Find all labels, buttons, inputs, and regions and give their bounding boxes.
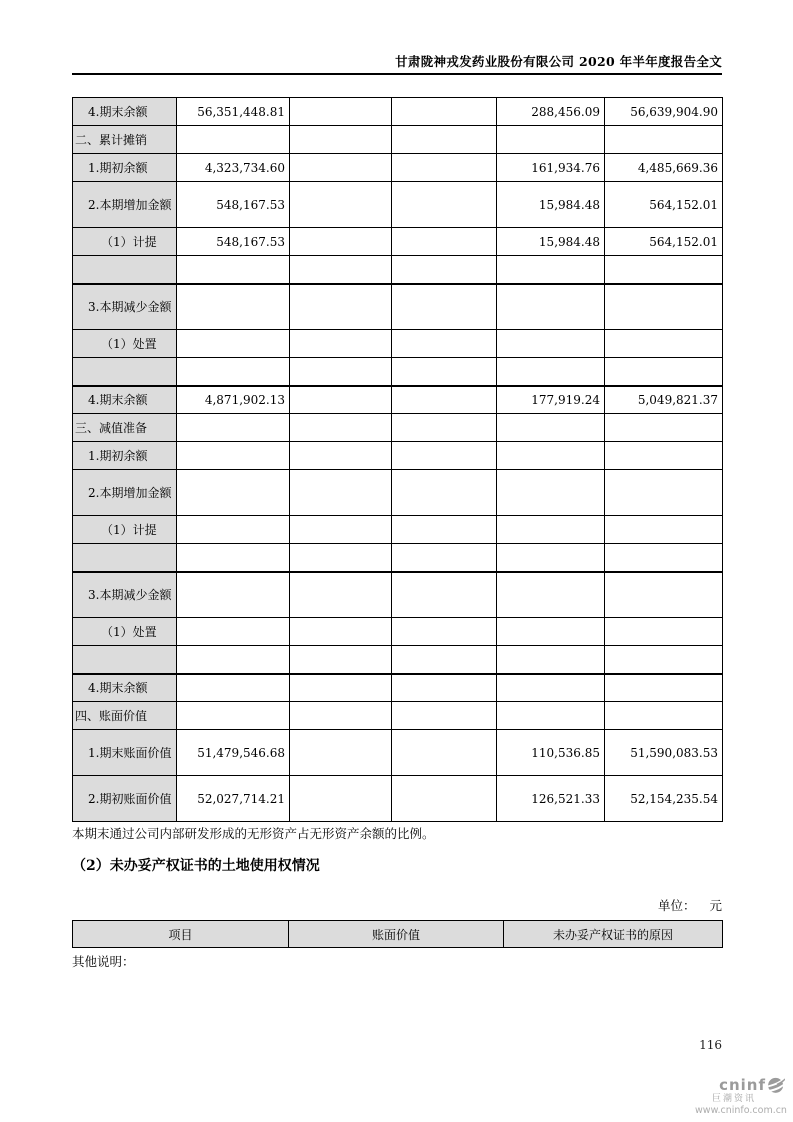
- table-row: [73, 182, 723, 228]
- table-row: [73, 618, 723, 646]
- column-header-reason: 未办妥产权证书的原因: [504, 921, 723, 948]
- row-label-cell: 3.本期减少金额: [73, 284, 177, 330]
- value-cell: [605, 674, 723, 702]
- value-cell: 5,049,821.37: [605, 386, 723, 414]
- row-label-cell: 2.本期增加金额: [73, 182, 177, 228]
- value-cell: [605, 330, 723, 358]
- value-cell: 52,027,714.21: [177, 776, 290, 822]
- value-cell: [605, 442, 723, 470]
- value-cell: [290, 702, 392, 730]
- cninfo-logo: [695, 1076, 787, 1116]
- value-cell: [177, 126, 290, 154]
- value-cell: [290, 98, 392, 126]
- logo-brand-row: [695, 1076, 787, 1094]
- value-cell: [177, 544, 290, 572]
- value-cell: [177, 470, 290, 516]
- row-label-cell: 1.期末账面价值: [73, 730, 177, 776]
- value-cell: [497, 618, 605, 646]
- value-cell: 288,456.09: [497, 98, 605, 126]
- unit-line: [72, 896, 722, 914]
- value-cell: [290, 776, 392, 822]
- value-cell: [497, 414, 605, 442]
- value-cell: [290, 284, 392, 330]
- value-cell: [605, 358, 723, 386]
- value-cell: [497, 470, 605, 516]
- row-label-cell: 4.期末余额: [73, 674, 177, 702]
- value-cell: [290, 442, 392, 470]
- value-cell: [605, 126, 723, 154]
- value-cell: [605, 572, 723, 618]
- value-cell: [392, 702, 497, 730]
- value-cell: 51,590,083.53: [605, 730, 723, 776]
- table-row: [73, 98, 723, 126]
- row-label-cell: （1）处置: [73, 618, 177, 646]
- logo-brand-text: cninf: [719, 1075, 766, 1094]
- row-label-cell: 三、减值准备: [73, 414, 177, 442]
- unit-value: 元: [709, 898, 722, 913]
- value-cell: [392, 646, 497, 674]
- value-cell: 51,479,546.68: [177, 730, 290, 776]
- value-cell: 15,984.48: [497, 182, 605, 228]
- header-divider: [72, 73, 722, 75]
- table-row: [73, 470, 723, 516]
- logo-chinese-name: 巨潮资讯: [711, 1094, 756, 1104]
- intangible-assets-amortization-table: [72, 97, 723, 822]
- value-cell: 110,536.85: [497, 730, 605, 776]
- row-label-cell: （1）处置: [73, 330, 177, 358]
- value-cell: [392, 674, 497, 702]
- value-cell: [290, 228, 392, 256]
- row-label-cell: [73, 256, 177, 284]
- value-cell: [497, 442, 605, 470]
- value-cell: [392, 618, 497, 646]
- value-cell: [290, 386, 392, 414]
- table-header-row: [73, 921, 723, 948]
- value-cell: [497, 330, 605, 358]
- value-cell: [497, 516, 605, 544]
- table-row: [73, 154, 723, 182]
- value-cell: [497, 674, 605, 702]
- value-cell: 548,167.53: [177, 182, 290, 228]
- value-cell: 564,152.01: [605, 182, 723, 228]
- value-cell: [177, 618, 290, 646]
- table-row: [73, 674, 723, 702]
- row-label-cell: [73, 646, 177, 674]
- value-cell: [497, 702, 605, 730]
- value-cell: [497, 256, 605, 284]
- value-cell: [605, 544, 723, 572]
- value-cell: [392, 256, 497, 284]
- table-row: [73, 330, 723, 358]
- row-label-cell: [73, 358, 177, 386]
- value-cell: [392, 442, 497, 470]
- value-cell: [290, 544, 392, 572]
- value-cell: [392, 228, 497, 256]
- value-cell: [392, 98, 497, 126]
- value-cell: [392, 330, 497, 358]
- row-label-cell: 四、账面价值: [73, 702, 177, 730]
- value-cell: [290, 618, 392, 646]
- value-cell: 4,323,734.60: [177, 154, 290, 182]
- value-cell: [177, 646, 290, 674]
- value-cell: [392, 776, 497, 822]
- value-cell: [177, 358, 290, 386]
- row-label-cell: 2.本期增加金额: [73, 470, 177, 516]
- value-cell: [497, 126, 605, 154]
- row-label-cell: 二、累计摊销: [73, 126, 177, 154]
- value-cell: [290, 126, 392, 154]
- value-cell: [290, 182, 392, 228]
- amortization-table-body: [73, 98, 723, 822]
- page-number: 116: [699, 1038, 722, 1052]
- value-cell: [497, 358, 605, 386]
- value-cell: [177, 702, 290, 730]
- value-cell: [605, 702, 723, 730]
- value-cell: [177, 572, 290, 618]
- value-cell: [290, 646, 392, 674]
- value-cell: [605, 256, 723, 284]
- table-row: [73, 776, 723, 822]
- row-label-cell: （1）计提: [73, 516, 177, 544]
- value-cell: [177, 284, 290, 330]
- value-cell: 56,351,448.81: [177, 98, 290, 126]
- row-label-cell: 4.期末余额: [73, 98, 177, 126]
- value-cell: [290, 414, 392, 442]
- value-cell: 52,154,235.54: [605, 776, 723, 822]
- value-cell: [290, 730, 392, 776]
- table-row: [73, 572, 723, 618]
- value-cell: [392, 284, 497, 330]
- value-cell: [177, 330, 290, 358]
- section-heading-land-use-rights: （2）未办妥产权证书的土地使用权情况: [72, 858, 320, 874]
- value-cell: [290, 572, 392, 618]
- value-cell: [177, 516, 290, 544]
- table-row: [73, 516, 723, 544]
- table-row: [73, 256, 723, 284]
- other-notes-label: 其他说明：: [72, 954, 135, 969]
- table-row: [73, 702, 723, 730]
- running-header-title: 甘肃陇神戎发药业股份有限公司 2020 年半年度报告全文: [395, 54, 722, 69]
- value-cell: [392, 126, 497, 154]
- value-cell: 56,639,904.90: [605, 98, 723, 126]
- value-cell: [177, 414, 290, 442]
- unit-label: 单位：: [657, 898, 696, 913]
- table-row: [73, 228, 723, 256]
- value-cell: [290, 330, 392, 358]
- table-row: [73, 126, 723, 154]
- value-cell: [605, 414, 723, 442]
- table-row: [73, 386, 723, 414]
- value-cell: [392, 730, 497, 776]
- value-cell: [497, 284, 605, 330]
- swirl-icon: [767, 1076, 785, 1094]
- table-row: [73, 442, 723, 470]
- value-cell: [290, 516, 392, 544]
- internal-rd-ratio-note: 本期末通过公司内部研发形成的无形资产占无形资产余额的比例。: [72, 826, 435, 841]
- table-row: [73, 358, 723, 386]
- value-cell: [392, 154, 497, 182]
- table-row: [73, 414, 723, 442]
- value-cell: [290, 674, 392, 702]
- value-cell: 564,152.01: [605, 228, 723, 256]
- value-cell: [290, 470, 392, 516]
- value-cell: [392, 572, 497, 618]
- column-header-book-value: 账面价值: [289, 921, 504, 948]
- value-cell: [392, 516, 497, 544]
- row-label-cell: 2.期初账面价值: [73, 776, 177, 822]
- row-label-cell: 1.期初余额: [73, 442, 177, 470]
- value-cell: [605, 618, 723, 646]
- value-cell: [392, 386, 497, 414]
- table-row: [73, 646, 723, 674]
- value-cell: [290, 358, 392, 386]
- logo-url: www.cninfo.com.cn: [695, 1104, 787, 1116]
- value-cell: [497, 646, 605, 674]
- value-cell: [497, 544, 605, 572]
- value-cell: 126,521.33: [497, 776, 605, 822]
- value-cell: [177, 442, 290, 470]
- value-cell: 548,167.53: [177, 228, 290, 256]
- row-label-cell: （1）计提: [73, 228, 177, 256]
- value-cell: [497, 572, 605, 618]
- row-label-cell: [73, 544, 177, 572]
- value-cell: 15,984.48: [497, 228, 605, 256]
- value-cell: [605, 284, 723, 330]
- value-cell: 4,871,902.13: [177, 386, 290, 414]
- row-label-cell: 4.期末余额: [73, 386, 177, 414]
- value-cell: 4,485,669.36: [605, 154, 723, 182]
- table-row: [73, 730, 723, 776]
- land-use-right-table: [72, 920, 723, 948]
- value-cell: [177, 674, 290, 702]
- value-cell: [290, 256, 392, 284]
- value-cell: 161,934.76: [497, 154, 605, 182]
- value-cell: [605, 646, 723, 674]
- value-cell: [392, 544, 497, 572]
- value-cell: [392, 414, 497, 442]
- value-cell: [392, 182, 497, 228]
- value-cell: 177,919.24: [497, 386, 605, 414]
- table-row: [73, 284, 723, 330]
- value-cell: [177, 256, 290, 284]
- row-label-cell: 3.本期减少金额: [73, 572, 177, 618]
- value-cell: [392, 470, 497, 516]
- value-cell: [290, 154, 392, 182]
- row-label-cell: 1.期初余额: [73, 154, 177, 182]
- value-cell: [605, 470, 723, 516]
- table-row: [73, 544, 723, 572]
- column-header-item: 项目: [73, 921, 289, 948]
- value-cell: [605, 516, 723, 544]
- value-cell: [392, 358, 497, 386]
